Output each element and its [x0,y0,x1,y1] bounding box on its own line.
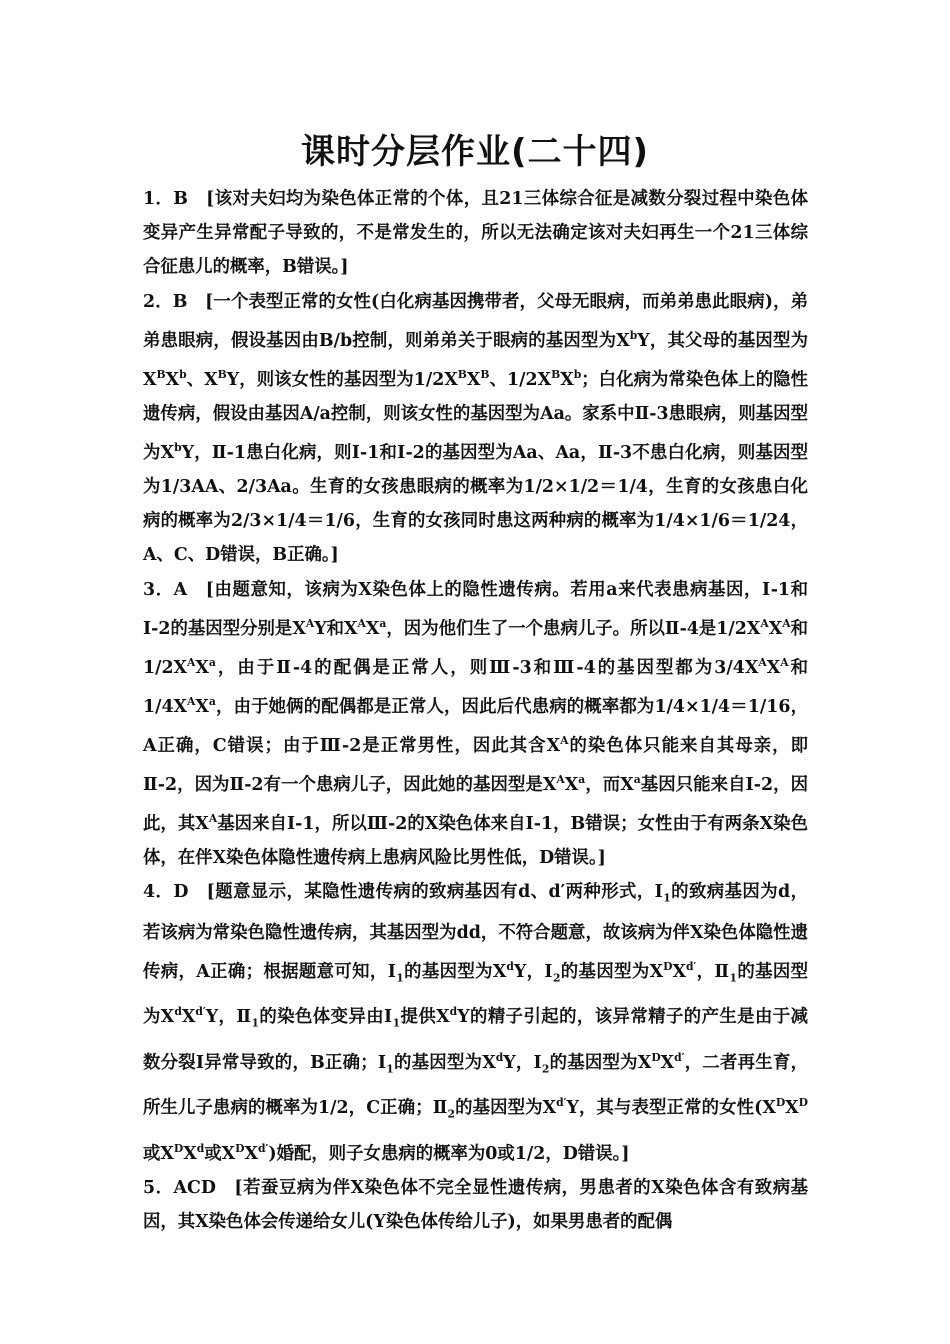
text-run: 的致病基因为d，若该病为常染色隐性遗传病，其基因型为dd，不符合题意，故该病为伴X染色体隐性遗传病，A正确；根据题意可知，Ⅰ [143,882,808,982]
text-run: 和1/4X [143,657,808,717]
supscript-text: A [305,616,315,630]
answer-text [143,875,808,1171]
answer-item-3 [143,573,808,875]
subscript-text: 1 [663,891,671,905]
answer-text [143,1171,808,1239]
supscript-text: b [629,328,638,342]
text-run: 的基因型为X [143,961,808,1028]
text-run: ；白化病为常染色体上的隐性遗传病，假设由基因A/a控制，则该女性的基因型为Aa。家系中Ⅱ-3患眼病，则基因型为X [143,369,809,463]
supscript-text: d [174,1005,182,1019]
text-run: ，因为他们生了一个患病儿子。所以Ⅱ-4是1/2X [386,618,761,639]
supscript-text: a [379,616,387,630]
answer-item-2 [143,285,808,573]
answer-text [143,182,808,285]
text-run: Y，其与表型正常的女性(X [566,1098,776,1119]
text-run: X [165,369,180,390]
subscript-text: 2 [552,971,561,985]
text-run: 5．ACD [若蚕豆病为伴X染色体不完全显性遗传病，男患者的X染色体含有致病基因，其X染色体会传递给女儿(Y染色体传给儿子)，如果男患者的配偶 [143,1177,808,1232]
answer-item-5 [143,1171,808,1239]
subscript-text: 1 [386,1062,394,1076]
text-run: X [244,1143,258,1164]
supscript-text: d [506,959,514,973]
text-run: 4．D [题意显示，某隐性遗传病的致病基因有d、d′两种形式，Ⅰ [143,882,664,903]
answer-item-4 [143,875,808,1171]
supscript-text: a [208,694,216,708]
text-run: 基因来自Ⅰ-1，所以Ⅲ-2的X染色体来自Ⅰ-1，B错误；女性由于有两条X染色体，在伴X染色体隐性遗传病上患病风险比男性低，D错误。] [143,813,809,868]
supscript-text: a [633,772,641,786]
supscript-text: d′ [195,1005,206,1019]
text-run: Y，则该女性的基因型为1/2X [226,369,458,390]
supscript-text: b [174,441,182,455]
text-run: Y，Ⅰ [513,961,553,982]
text-run: )婚配，则子女患病的概率为0或1/2，D错误。] [268,1143,630,1164]
text-run: X [564,774,579,795]
text-run: 2．B [一个表型正常的女性(白化病基因携带者，父母无眼病，而弟弟患此眼病)，弟弟患眼病，假设基因由B/b控制，则弟弟关于眼病的基因型为X [143,291,808,351]
text-run: 1．B [该对夫妇均为染色体正常的个体，且21三体综合征是减数分裂过程中染色体变异产生异常配子导致的，不是常发生的，所以无法确定该对夫妇再生一个21三体综合征患儿的概率，B错误。] [143,189,808,278]
supscript-text: A [556,772,565,786]
page-title: 课时分层作业(二十四) [300,132,650,172]
text-run: 提供X [400,1007,450,1028]
supscript-text: B [480,367,490,381]
text-run: X [672,961,686,982]
supscript-text: A [760,616,769,630]
text-run: ，而X [585,774,634,795]
text-run: 或X [143,1143,174,1164]
answer-text [143,285,808,573]
text-run: X [785,1098,799,1119]
supscript-text: d [449,1005,458,1019]
answer-list [143,182,808,1239]
text-run: X [768,618,783,639]
text-run: Y，Ⅱ-1患白化病，则Ⅰ-1和Ⅰ-2的基因型为Aa、Aa，Ⅱ-3不患白化病，则基因型为1/3AA、2/3Aa。生育的女孩患眼病的概率为1/2×1/2＝1/4，生育的女孩患白化病的概率为2/3×1/4＝1/6，生育的女孩同时患这两种病的概率为1/4×1/6＝1/24，A、C、D错误，B正确。] [143,442,809,566]
supscript-text: D [798,1096,808,1110]
supscript-text: A [357,616,366,630]
text-run: 的基因型为X [454,1098,557,1119]
text-run: 基因只能来自Ⅰ-2，因此，其X [143,774,808,834]
subscript-text: 1 [396,971,404,985]
supscript-text: d [196,1141,205,1155]
supscript-text: d′ [674,1050,685,1064]
supscript-text: a [578,772,586,786]
text-run: X [365,618,380,639]
supscript-text: b [573,367,582,381]
text-run: Y，Ⅰ [503,1052,542,1073]
supscript-text: d′ [258,1141,269,1155]
supscript-text: d [495,1050,504,1064]
text-run: 的基因型为X [560,961,664,982]
text-run: X [183,1143,197,1164]
text-run: ，二者再生育，所生儿子患病的概率为1/2，C正确；Ⅱ [143,1052,808,1119]
supscript-text: d′ [556,1096,567,1110]
text-run: 的基因型为X [403,961,507,982]
text-run: Y的精子引起的，该异常精子的产生是由于减数分裂Ⅰ异常导致的，B正确；Ⅰ [143,1007,809,1073]
supscript-text: D [235,1141,245,1155]
text-run: Y，Ⅱ [205,1007,252,1028]
text-run: 3．A [由题意知，该病为X染色体上的隐性遗传病。若用a来代表患病基因，Ⅰ-1和Ⅰ-2的基因型分别是X [143,579,808,639]
text-run: Y和X [314,618,358,639]
supscript-text: D [173,1141,184,1155]
supscript-text: a [208,655,216,669]
text-run: 的基因型为X [393,1052,496,1073]
subscript-text: 2 [541,1062,550,1076]
text-run: 的染色体只能来自其母亲，即Ⅱ-2，因为Ⅱ-2有一个患病儿子，因此她的基因型是X [143,735,808,795]
text-run: X [181,1007,196,1028]
subscript-text: 2 [447,1107,455,1121]
text-run: ，由于Ⅱ-4的配偶是正常人，则Ⅲ-3和Ⅲ-4的基因型都为3/4X [215,657,759,678]
supscript-text: A [187,655,196,669]
supscript-text: D [663,959,673,973]
supscript-text: A [780,655,789,669]
text-run: X [466,369,481,390]
supscript-text: B [457,367,467,381]
supscript-text: B [551,367,561,381]
text-run: ，由于她俩的配偶都是正常人，因此后代患病的概率都为1/4×1/4＝1/16，A正确，C错误；由于Ⅲ-2是正常男性，因此其含X [143,696,808,756]
text-run: 、1/2X [489,369,552,390]
supscript-text: A [758,655,767,669]
text-run: ，Ⅱ [696,961,730,982]
supscript-text: A [208,811,218,825]
subscript-text: 1 [729,971,737,985]
supscript-text: d′ [685,959,697,973]
text-run: X [195,696,209,717]
supscript-text: A [187,694,196,708]
supscript-text: D [651,1050,661,1064]
text-run: 或X [204,1143,236,1164]
supscript-text: B [217,367,227,381]
supscript-text: A [782,616,791,630]
answer-item-1 [143,182,808,285]
text-run: X [195,657,209,678]
text-run: 和1/2X [143,618,808,678]
supscript-text: D [775,1096,786,1110]
subscript-text: 1 [392,1016,401,1030]
subscript-text: 1 [251,1016,259,1030]
supscript-text: B [156,367,166,381]
text-run: 的基因型为X [549,1052,652,1073]
text-run: 、X [186,369,218,390]
text-run: X [660,1052,675,1073]
supscript-text: A [560,733,569,747]
supscript-text: b [179,367,187,381]
text-run: 的染色体变异由Ⅰ [258,1007,393,1028]
text-run: Y，其父母的基因型为X [143,330,808,390]
text-run: X [560,369,574,390]
answer-text [143,573,808,875]
text-run: X [766,657,781,678]
